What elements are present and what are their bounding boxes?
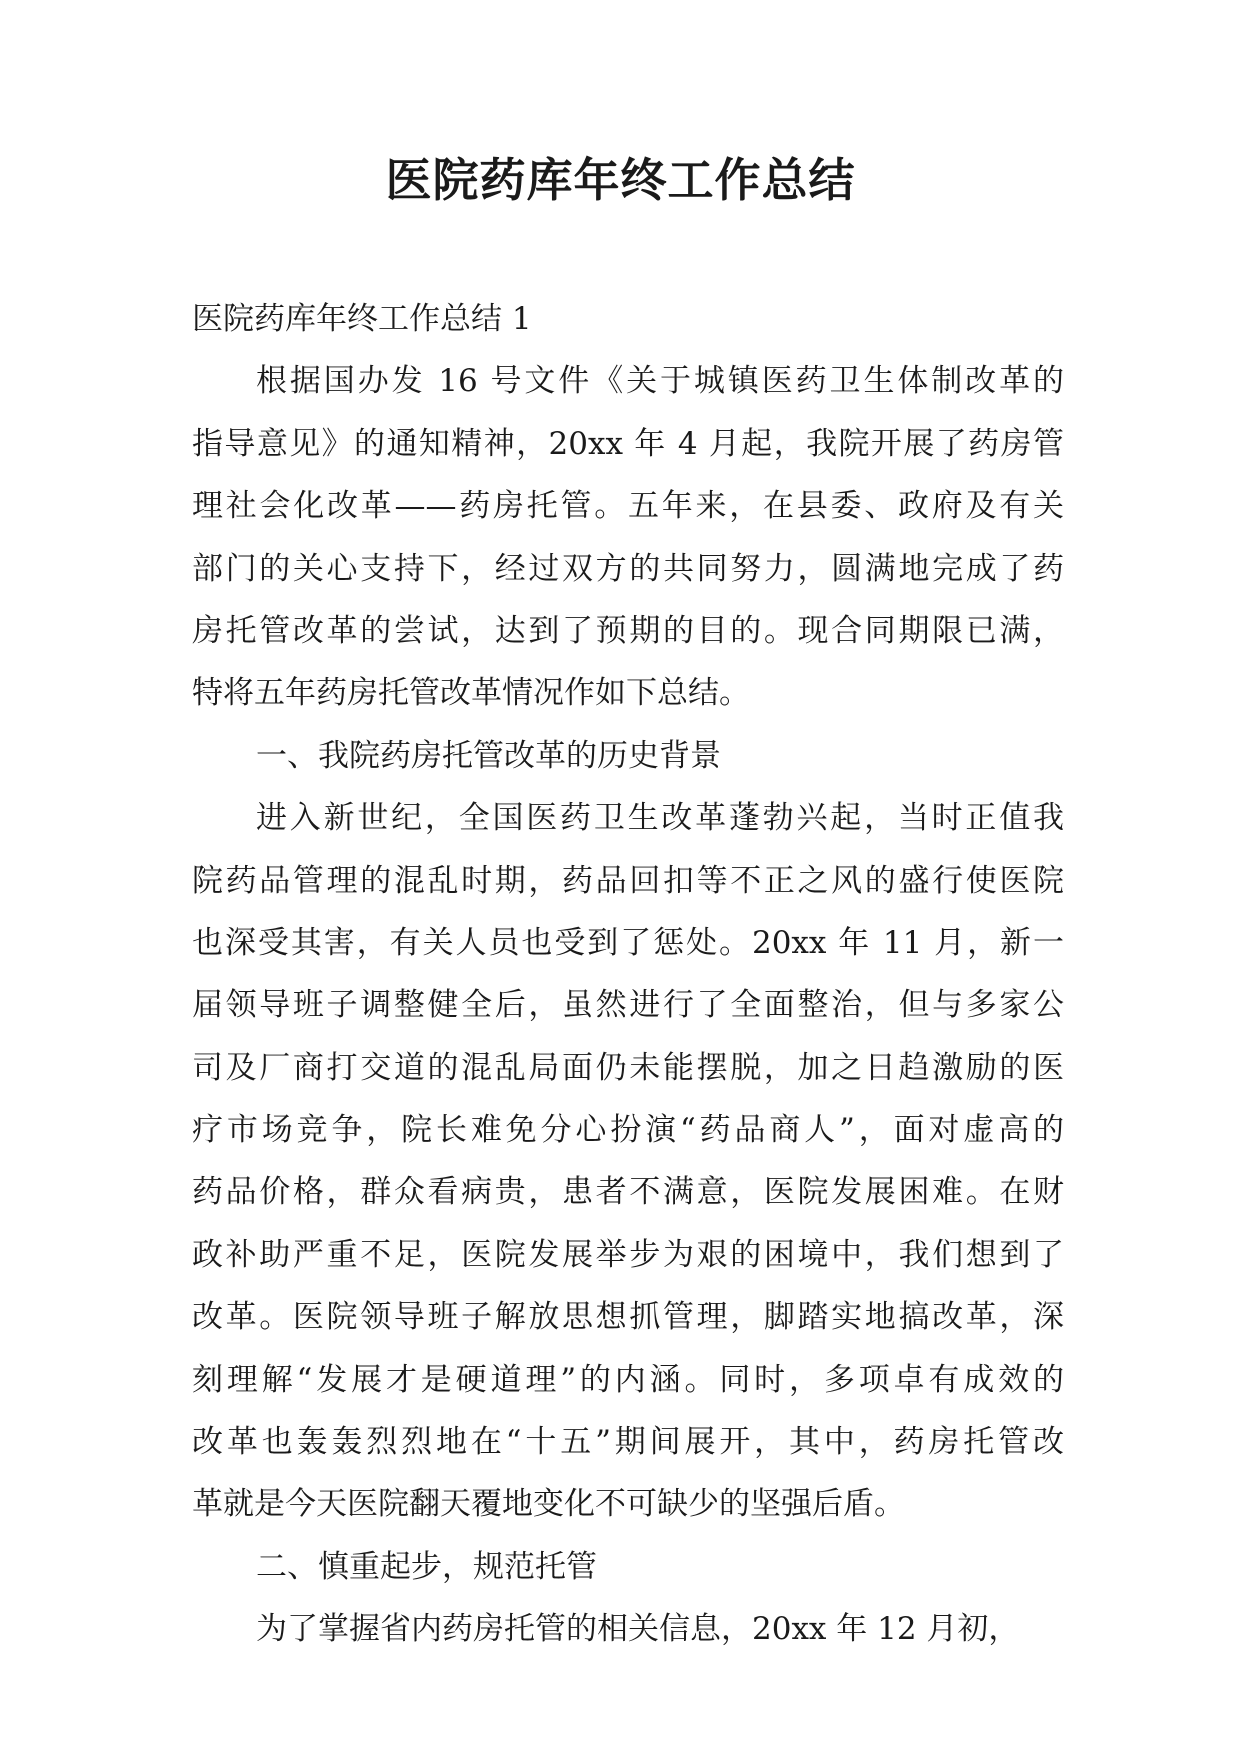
- text-line: 特将五年药房托管改革情况作如下总结。: [192, 675, 750, 712]
- text-line: 疗市场竞争，院长难免分心扮演“药品商人”，面对虚高的: [192, 1112, 1064, 1149]
- text-line: 也深受其害，有关人员也受到了惩处。20xx 年 11 月，新一: [192, 924, 1064, 961]
- text-line: 药品价格，群众看病贵，患者不满意，医院发展困难。在财: [192, 1174, 1064, 1211]
- document-title: 医院药库年终工作总结: [385, 153, 856, 207]
- text-line: 院药品管理的混乱时期，药品回扣等不正之风的盛行使医院: [192, 862, 1064, 899]
- text-line: 房托管改革的尝试，达到了预期的目的。现合同期限已满，: [192, 612, 1064, 649]
- text-line: 指导意见》的通知精神，20xx 年 4 月起，我院开展了药房管: [192, 425, 1064, 462]
- text-line: 改革。医院领导班子解放思想抓管理，脚踏实地搞改革，深: [192, 1299, 1064, 1336]
- text-line: 理社会化改革——药房托管。五年来，在县委、政府及有关: [192, 488, 1064, 525]
- text-line: 司及厂商打交道的混乱局面仍未能摆脱，加之日趋激励的医: [192, 1049, 1064, 1086]
- text-line: 革就是今天医院翻天覆地变化不可缺少的坚强后盾。: [192, 1486, 905, 1523]
- text-line: 进入新世纪，全国医药卫生改革蓬勃兴起，当时正值我: [256, 800, 1064, 837]
- text-line: 改革也轰轰烈烈地在“十五”期间展开，其中，药房托管改: [192, 1424, 1064, 1461]
- text-line: 届领导班子调整健全后，虽然进行了全面整治，但与多家公: [192, 987, 1064, 1024]
- text-line: 为了掌握省内药房托管的相关信息，20xx 年 12 月初，: [256, 1611, 1020, 1648]
- document-body: [192, 288, 1064, 1661]
- text-line: 政补助严重不足，医院发展举步为艰的困境中，我们想到了: [192, 1236, 1064, 1273]
- text-line: 二、慎重起步，规范托管: [256, 1548, 597, 1585]
- text-line: 部门的关心支持下，经过双方的共同努力，圆满地完成了药: [192, 550, 1064, 587]
- text-line: 一、我院药房托管改革的历史背景: [256, 737, 721, 774]
- text-line: 医院药库年终工作总结 1: [192, 301, 532, 337]
- text-line: 刻理解“发展才是硬道理”的内涵。同时，多项卓有成效的: [192, 1361, 1064, 1398]
- text-line: 根据国办发 16 号文件《关于城镇医药卫生体制改革的: [256, 363, 1064, 400]
